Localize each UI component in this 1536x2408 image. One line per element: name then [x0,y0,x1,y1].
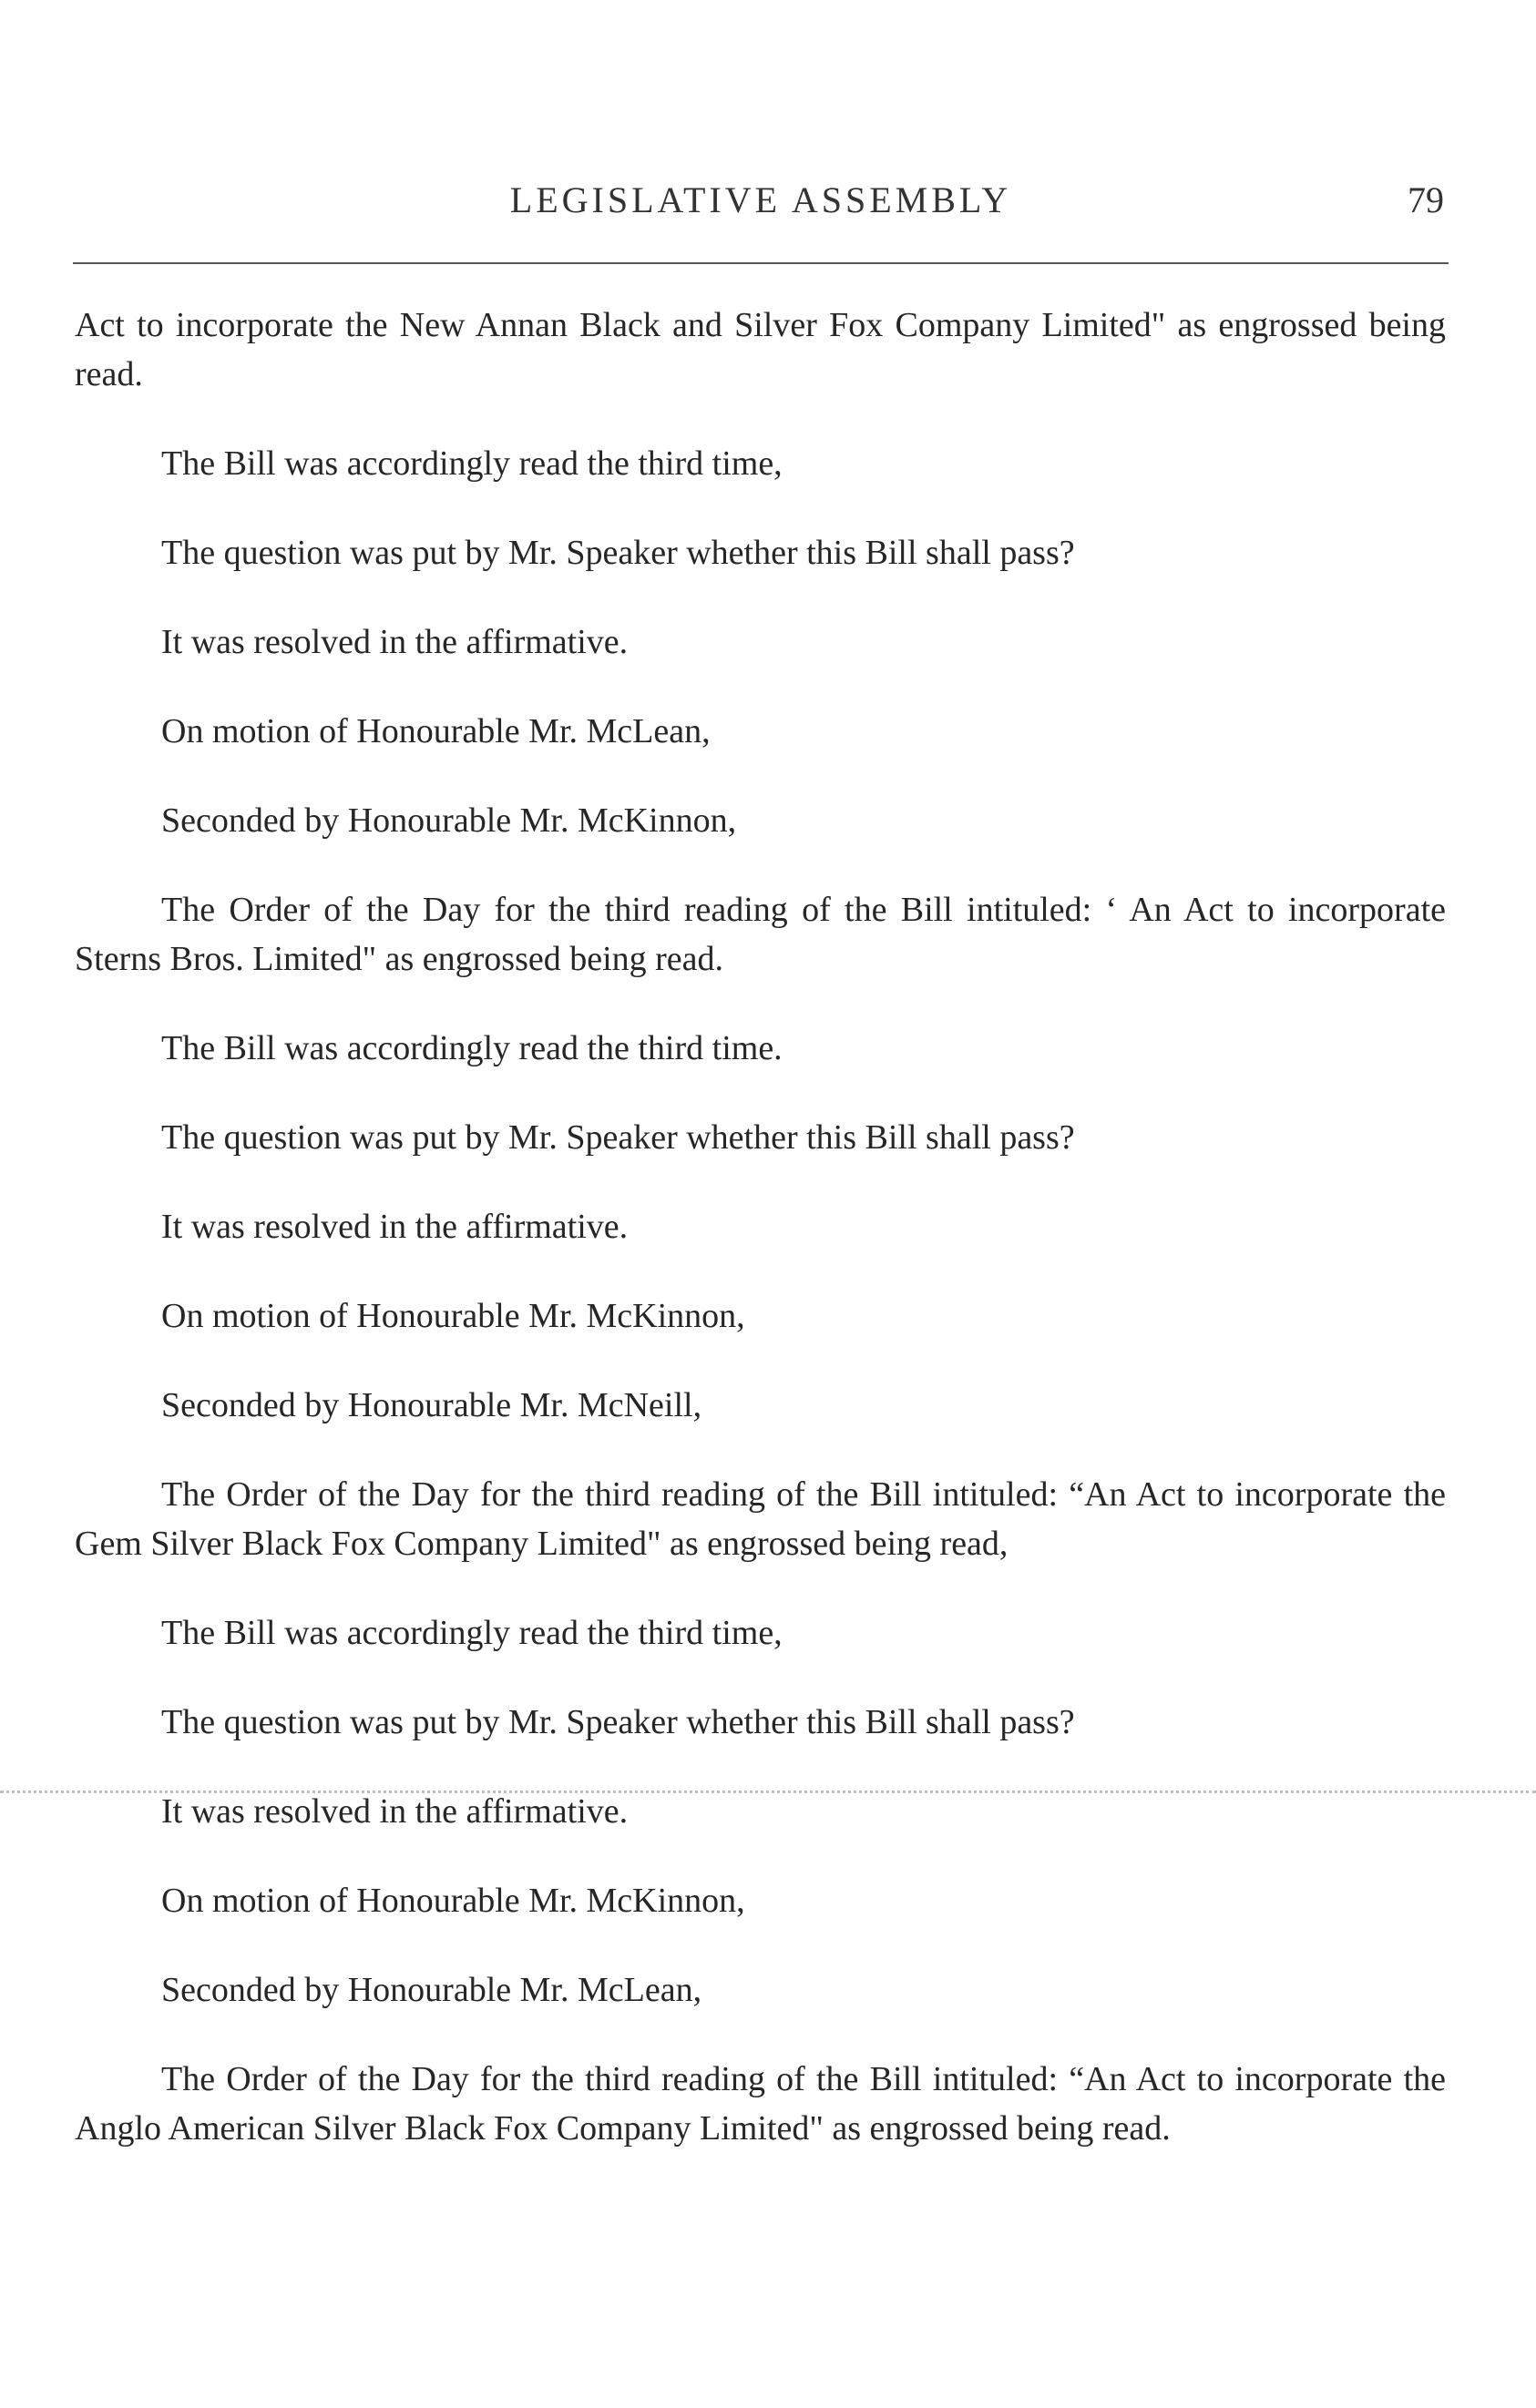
paragraph: The question was put by Mr. Speaker whether this Bill shall pass? [161,534,1075,572]
paragraph: The Bill was accordingly read the third time, [161,1614,783,1652]
paragraph: Seconded by Honourable Mr. McKinnon, [161,801,737,840]
paragraph: It was resolved in the affirmative. [161,623,629,661]
header-rule [73,262,1449,264]
paragraph: The Order of the Day for the third reading of the Bill intituled: “An Act to incorporate the Anglo American Silver Black Fox Company Limited" as engrossed being read. [75,2060,1446,2148]
paragraph: It was resolved in the affirmative. [161,1792,629,1831]
paragraph: Seconded by Honourable Mr. McLean, [161,1971,702,2009]
paragraph: On motion of Honourable Mr. McKinnon, [161,1297,745,1335]
paragraph: Seconded by Honourable Mr. McNeill, [161,1386,702,1424]
paragraph: The question was put by Mr. Speaker whether this Bill shall pass? [161,1703,1075,1741]
paragraph: The Bill was accordingly read the third time. [161,1029,783,1067]
paragraph: The Bill was accordingly read the third time, [161,444,783,483]
running-title: LEGISLATIVE ASSEMBLY [509,179,1012,220]
paragraph: Act to incorporate the New Annan Black and Silver Fox Company Limited" as engrossed being read. [75,306,1446,393]
page-number: 79 [1408,179,1444,220]
paragraph: It was resolved in the affirmative. [161,1208,629,1246]
scan-artifact-dotted-line [0,1791,1536,1793]
paragraph: On motion of Honourable Mr. McLean, [161,712,711,750]
paragraph: The question was put by Mr. Speaker whether this Bill shall pass? [161,1118,1075,1157]
paragraph: On motion of Honourable Mr. McKinnon, [161,1882,745,1920]
running-header [77,179,1444,233]
paragraph: The Order of the Day for the third reading of the Bill intituled: ‘ An Act to incorporate Sterns Bros. Limited" as engrossed being read. [75,891,1446,978]
body-text [75,301,1446,2193]
paragraph: The Order of the Day for the third reading of the Bill intituled: “An Act to incorporate the Gem Silver Black Fox Company Limited" as engrossed being read, [75,1475,1446,1563]
